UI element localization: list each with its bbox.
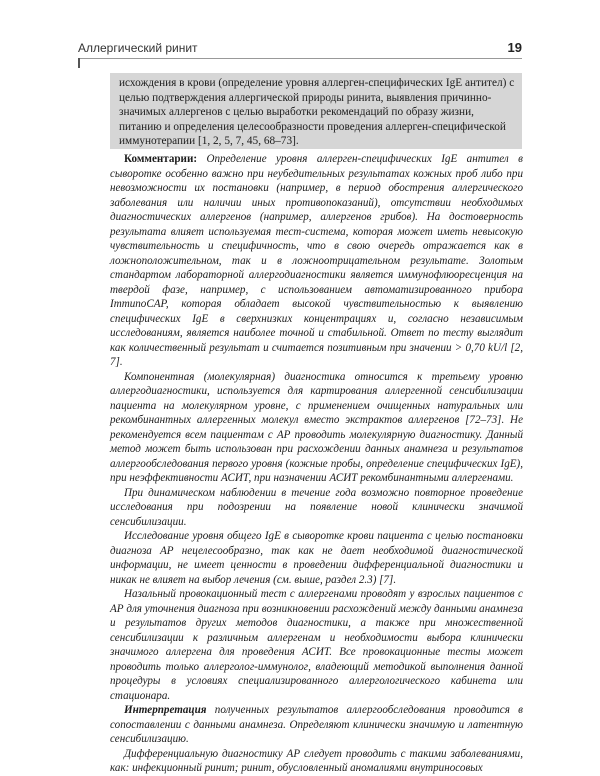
dynamic-observation-paragraph: При динамическом наблюдении в течение года возможно повторное проведение исследования при подозрении на появление новой клинически значимой сенсибилизации.: [110, 486, 523, 528]
nasal-provocation-paragraph: Назальный провокационный тест с аллергенами проводят у взрослых пациентов с АР для уточнения диагноза при возникновении расхождений между данными анамнеза и результатов других методов диагностики, а также при множественной сенсибилизации к различным аллергенам и необходимости выбора клинически значимого аллергена для проведения АСИТ. Все провокационные тесты может проводить только аллерголог-иммунолог, владеющий методикой выполнения данной процедуры в условиях специализированного аллергологического кабинета или стационара.: [110, 588, 523, 702]
running-title: Аллергический ринит: [78, 41, 198, 55]
interpretation-label: Интерпретация: [124, 704, 207, 716]
body-text: [110, 152, 523, 776]
highlighted-recommendation: [110, 73, 522, 149]
component-diagnostics-paragraph: Компонентная (молекулярная) диагностика относится к третьему уровню аллергодиагностики, используется для картирования аллергенной сенсибилизации пациента на молекулярном уровне, с применением очищенных натуральных или рекомбинантных аллергенных молекул вместо экстрактов аллергенов [72–73]. Не рекомендуется всем пациентам с АР проводить молекулярную диагностику. Данный метод может быть использован при расхождении данных анамнеза и результатов аллергообследования первого уровня (кожные пробы, определение специфических IgE), при неэффективности АСИТ, при назначении АСИТ рекомбинантными аллергенами.: [110, 370, 523, 484]
comment-paragraph: [110, 152, 523, 370]
header-rule: [78, 58, 522, 59]
running-header: [78, 33, 522, 55]
comment-text: Определение уровня аллерген-специфических IgE антител в сыворотке особенно важно при неубедительных результатах кожных проб либо при невозможности их постановки (например, в период обострения аллергического заболевания или наличии иных противопоказаний), отсутствии необходимых диагностических аллергенов (например, аллергенов грибов). На достоверность результата влияет используемая тест-система, которая может иметь невысокую чувствительность и специфичность, что в свою очередь отражается как в ложноположительном, так и в ложноотрицательном результате. Золотым стандартом лабораторной аллергодиагностики является иммунофлюоресценция на твердой фазе, например, с использованием автоматизированного прибора ImmunoCAP, которая обладает высокой чувствительностью к выявлению специфических IgE в сверхнизких концентрациях и, согласно независимым исследованиям, является наиболее точной и стабильной. Ответ по тесту выглядит как количественный результат и считается позитивным при значении > 0,70 kU/l [2, 7].: [110, 153, 523, 368]
recommendation-text: исхождения в крови (определение уровня аллерген-специфических IgE антител) с целью подтверждения аллергической природы ринита, выявления причинно-значимых аллергенов с целью выработки рекомендаций по образу жизни, питанию и определения целесообразности проведения аллерген-специфической иммунотерапии [1, 2, 5, 7, 45, 68–73].: [119, 77, 515, 148]
page-number: 19: [507, 40, 522, 55]
comment-label: Комментарии:: [124, 153, 198, 165]
total-ige-paragraph: Исследование уровня общего IgE в сыворотке крови пациента с целью постановки диагноза АР нецелесообразно, так как не дает необходимой диагностической информации, не имеет ценности в проведении дифференциальной диагностики и никак не влияет на выбор лечения (см. выше, раздел 2.3) [7].: [110, 530, 523, 586]
header-tick: [78, 58, 80, 68]
differential-diagnosis-paragraph: Дифференциальную диагностику АР следует проводить с такими заболеваниями, как: инфекционный ринит; ринит, обусловленный аномалиями внутриносовых: [110, 747, 523, 774]
interpretation-text: полученных результатов аллергообследования проводится в сопоставлении с данными анамнеза. Определяют клинически значимую и латентную сенсибилизацию.: [110, 704, 523, 745]
interpretation-paragraph: [110, 703, 523, 747]
